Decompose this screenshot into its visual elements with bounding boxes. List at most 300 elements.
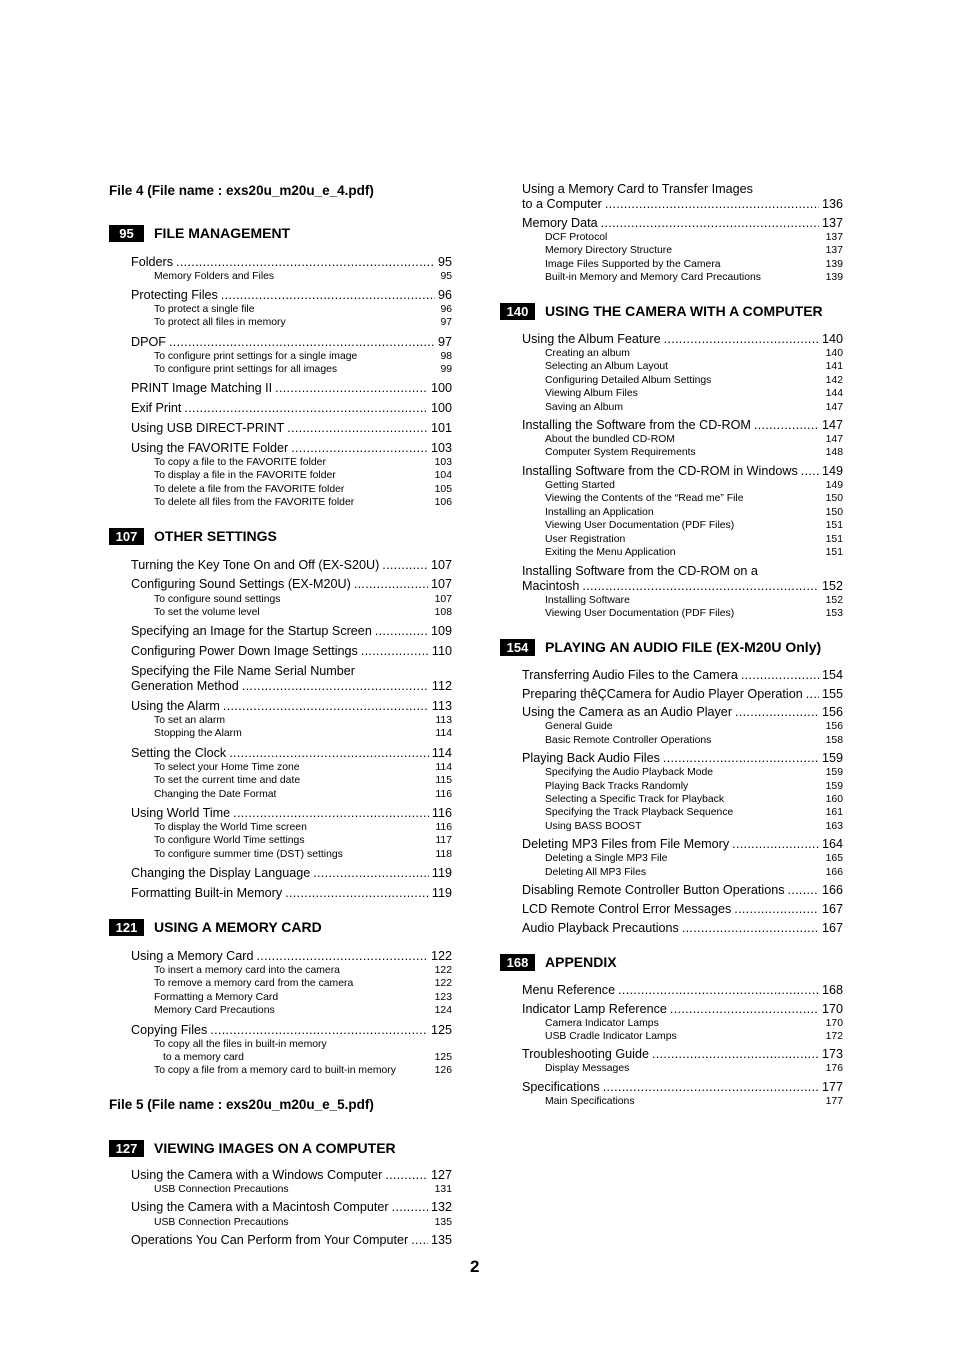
toc-subentry[interactable] [545, 480, 843, 493]
entry-page: 110 [431, 644, 452, 658]
section-heading [109, 919, 454, 938]
entry-page: 167 [821, 902, 843, 916]
entry-page: 125 [430, 1023, 452, 1037]
entry-title: To configure print settings for all images [154, 364, 338, 375]
file-heading: File 5 (File name : exs20u_m20u_e_5.pdf) [109, 1097, 374, 1112]
toc-entry[interactable] [522, 983, 843, 999]
toc-subentry[interactable] [545, 259, 843, 272]
toc-subentry[interactable] [545, 388, 843, 401]
entry-title: Configuring Power Down Image Settings [131, 644, 358, 658]
toc-subentry[interactable] [545, 361, 843, 374]
toc-subentry[interactable] [154, 497, 452, 510]
toc-entry[interactable] [522, 464, 843, 480]
entry-title: Protecting Files [131, 288, 218, 302]
toc-subentry[interactable] [154, 728, 452, 741]
toc-entry[interactable] [131, 255, 452, 271]
toc-subentry[interactable] [154, 470, 452, 483]
entry-page: 140 [825, 348, 843, 359]
entry-page: 158 [825, 735, 843, 746]
entry-title: Deleting a Single MP3 File [545, 853, 668, 864]
toc-subentry[interactable] [545, 434, 843, 447]
toc-subentry[interactable] [545, 493, 843, 506]
entry-title: Selecting an Album Layout [545, 361, 669, 372]
toc-entry[interactable] [522, 837, 843, 853]
entry-page: 137 [825, 232, 843, 243]
toc-entry[interactable] [131, 746, 452, 762]
toc-entry[interactable] [131, 886, 452, 902]
entry-page: 135 [430, 1233, 452, 1247]
toc-subentry[interactable] [545, 272, 843, 285]
entry-title: Using a Memory Card [131, 949, 254, 963]
entry-title: Installing an Application [545, 507, 654, 518]
entry-page: 159 [821, 751, 843, 765]
entry-page: 104 [434, 470, 452, 481]
entry-title: Setting the Clock [131, 746, 227, 760]
section-heading [500, 303, 845, 322]
entry-title: To configure summer time (DST) settings [154, 849, 343, 860]
section-title: APPENDIX [545, 954, 617, 970]
toc-entry[interactable] [131, 1168, 452, 1184]
entry-page: 170 [821, 1002, 843, 1016]
entry-page: 113 [435, 715, 452, 726]
entry-title: Configuring Detailed Album Settings [545, 375, 712, 386]
entry-title: Viewing the Contents of the “Read me” File [545, 493, 744, 504]
entry-title: DCF Protocol [545, 232, 608, 243]
file-heading: File 4 (File name : exs20u_m20u_e_4.pdf) [109, 183, 374, 198]
entry-title: Folders [131, 255, 173, 269]
entry-title: To display a file in the FAVORITE folder [154, 470, 336, 481]
entry-page: 97 [440, 317, 452, 328]
entry-title: Using the Camera as an Audio Player [522, 705, 733, 719]
entry-page: 118 [435, 849, 452, 860]
toc-subentry[interactable] [154, 271, 452, 284]
entry-title: Deleting MP3 Files from File Memory [522, 837, 730, 851]
toc-subentry[interactable] [154, 789, 452, 802]
entry-page: 96 [440, 304, 452, 315]
entry-title: Copying Files [131, 1023, 208, 1037]
entry-title: Memory Folders and Files [154, 271, 275, 282]
entry-page: 117 [435, 835, 452, 846]
entry-page: 159 [825, 767, 843, 778]
entry-title: Macintosh [522, 579, 580, 593]
toc-entry[interactable] [131, 644, 452, 660]
entry-page: 119 [431, 866, 452, 880]
entry-page: 156 [825, 721, 843, 732]
page-number: 2 [470, 1257, 480, 1276]
entry-page: 122 [430, 949, 452, 963]
entry-title: To set the volume level [154, 607, 260, 618]
section-title: OTHER SETTINGS [154, 528, 277, 544]
entry-title: Specifying an Image for the Startup Screen [131, 624, 372, 638]
entry-title: Changing the Date Format [154, 789, 277, 800]
entry-title: Exif Print [131, 401, 182, 415]
section-title: USING A MEMORY CARD [154, 919, 322, 935]
toc-subentry[interactable] [545, 520, 843, 533]
entry-page: 95 [437, 255, 452, 269]
entry-title: USB Connection Precautions [154, 1217, 289, 1228]
entry-page: 155 [821, 687, 843, 701]
toc-subentry[interactable] [545, 721, 843, 734]
entry-page: 151 [825, 547, 843, 558]
entry-page: 116 [435, 789, 452, 800]
entry-page: 151 [825, 534, 843, 545]
entry-page: 152 [821, 579, 843, 593]
entry-title: Indicator Lamp Reference [522, 1002, 667, 1016]
entry-page: 98 [440, 351, 452, 362]
toc-subentry[interactable] [154, 607, 452, 620]
entry-title: To insert a memory card into the camera [154, 965, 340, 976]
toc-subentry[interactable] [545, 794, 843, 807]
entry-title: To display the World Time screen [154, 822, 307, 833]
toc-subentry[interactable] [154, 364, 452, 377]
entry-page: 114 [431, 746, 452, 760]
entry-page: 116 [435, 822, 452, 833]
entry-title: Using the FAVORITE Folder [131, 441, 289, 455]
entry-title: To configure sound settings [154, 594, 281, 605]
entry-page: 97 [437, 335, 452, 349]
entry-title: To copy all the files in built-in memory [154, 1039, 327, 1050]
section-title: VIEWING IMAGES ON A COMPUTER [154, 1140, 396, 1156]
entry-page: 113 [431, 699, 452, 713]
entry-page: 165 [825, 853, 843, 864]
toc-subentry[interactable] [163, 1052, 452, 1065]
entry-page: 107 [430, 558, 452, 572]
toc-entry[interactable] [522, 751, 843, 767]
toc-subentry[interactable] [154, 484, 452, 497]
toc-entry[interactable] [131, 866, 452, 882]
entry-title: Viewing User Documentation (PDF Files) [545, 520, 735, 531]
toc-subentry[interactable] [545, 402, 843, 415]
entry-title: Using World Time [131, 806, 231, 820]
entry-title: Generation Method [131, 679, 239, 693]
entry-title: Using the Camera with a Windows Computer [131, 1168, 383, 1182]
entry-title: To copy a file to the FAVORITE folder [154, 457, 326, 468]
entry-page: 114 [435, 762, 452, 773]
entry-title: About the bundled CD-ROM [545, 434, 675, 445]
entry-title: Using USB DIRECT-PRINT [131, 421, 285, 435]
toc-subentry[interactable] [545, 608, 843, 621]
toc-subentry[interactable] [154, 965, 452, 978]
entry-page: 105 [434, 484, 452, 495]
entry-title: LCD Remote Control Error Messages [522, 902, 732, 916]
toc-subentry[interactable] [154, 304, 452, 317]
toc-subentry[interactable] [154, 992, 452, 1005]
entry-title: Formatting a Memory Card [154, 992, 279, 1003]
entry-title: to a memory card [163, 1052, 244, 1063]
entry-title: Specifications [522, 1080, 600, 1094]
toc-entry[interactable] [522, 1080, 843, 1096]
entry-title: Specifying the Track Playback Sequence [545, 807, 734, 818]
toc-entry[interactable] [522, 668, 843, 684]
entry-page: 137 [821, 216, 843, 230]
entry-title: Deleting All MP3 Files [545, 867, 647, 878]
entry-page: 103 [434, 457, 452, 468]
entry-page: 122 [434, 978, 452, 989]
toc-subentry[interactable] [154, 775, 452, 788]
toc-entry[interactable] [131, 679, 452, 695]
toc-subentry[interactable] [545, 507, 843, 520]
entry-page: 173 [821, 1047, 843, 1061]
toc-entry[interactable] [131, 381, 452, 397]
toc-subentry[interactable] [545, 348, 843, 361]
entry-page: 150 [825, 493, 843, 504]
entry-title: To set the current time and date [154, 775, 301, 786]
entry-title: Specifying the Audio Playback Mode [545, 767, 714, 778]
toc-subentry[interactable] [545, 375, 843, 388]
toc-entry[interactable] [131, 558, 452, 574]
entry-title: Specifying the File Name Serial Number [131, 664, 355, 678]
toc-subentry[interactable] [545, 595, 843, 608]
toc-subentry[interactable] [154, 457, 452, 470]
toc-entry[interactable] [131, 401, 452, 417]
toc-subentry[interactable] [545, 534, 843, 547]
entry-page: 159 [825, 781, 843, 792]
entry-page: 106 [434, 497, 452, 508]
entry-page: 123 [434, 992, 452, 1003]
toc-entry[interactable] [131, 806, 452, 822]
entry-title: Viewing User Documentation (PDF Files) [545, 608, 735, 619]
toc-subentry[interactable] [545, 232, 843, 245]
toc-subentry-line[interactable] [154, 1039, 452, 1052]
entry-title: Formatting Built-in Memory [131, 886, 283, 900]
section-page-number: 127 [109, 1140, 144, 1157]
entry-page: 153 [825, 608, 843, 619]
entry-title: Display Messages [545, 1063, 630, 1074]
toc-entry-line[interactable] [522, 564, 843, 580]
entry-page: 125 [434, 1052, 452, 1063]
entry-title: To remove a memory card from the camera [154, 978, 354, 989]
section-heading [500, 954, 845, 973]
toc-entry[interactable] [131, 699, 452, 715]
entry-page: 116 [431, 806, 452, 820]
toc-entry[interactable] [131, 1200, 452, 1216]
toc-entry[interactable] [131, 335, 452, 351]
toc-entry[interactable] [522, 418, 843, 434]
entry-page: 96 [437, 288, 452, 302]
entry-page: 137 [825, 245, 843, 256]
entry-title: Viewing Album Files [545, 388, 638, 399]
entry-page: 135 [434, 1217, 452, 1228]
entry-title: Saving an Album [545, 402, 623, 413]
toc-entry[interactable] [522, 332, 843, 348]
entry-page: 150 [825, 507, 843, 518]
toc-subentry[interactable] [545, 447, 843, 460]
entry-page: 101 [430, 421, 452, 435]
entry-title: Preparing thêÇCamera for Audio Player Operation [522, 687, 803, 701]
toc-subentry[interactable] [545, 1096, 843, 1109]
toc-entry[interactable] [522, 216, 843, 232]
section-page-number: 95 [109, 225, 144, 242]
toc-entry[interactable] [131, 949, 452, 965]
entry-title: General Guide [545, 721, 613, 732]
toc-entry[interactable] [522, 197, 843, 213]
toc-entry[interactable] [131, 421, 452, 437]
entry-title: Camera Indicator Lamps [545, 1018, 659, 1029]
toc-subentry[interactable] [154, 822, 452, 835]
entry-title: Selecting a Specific Track for Playback [545, 794, 725, 805]
entry-title: To copy a file from a memory card to built-in memory [154, 1065, 396, 1076]
toc-subentry[interactable] [154, 1065, 452, 1078]
toc-subentry[interactable] [545, 245, 843, 258]
toc-subentry[interactable] [545, 767, 843, 780]
toc-subentry[interactable] [545, 1018, 843, 1031]
entry-title: Exiting the Menu Application [545, 547, 676, 558]
entry-page: 139 [825, 259, 843, 270]
entry-title: Computer System Requirements [545, 447, 696, 458]
entry-title: Troubleshooting Guide [522, 1047, 649, 1061]
toc-subentry[interactable] [545, 867, 843, 880]
entry-page: 140 [821, 332, 843, 346]
entry-page: 139 [825, 272, 843, 283]
entry-title: To protect a single file [154, 304, 255, 315]
entry-page: 152 [825, 595, 843, 606]
entry-page: 177 [825, 1096, 843, 1107]
toc-subentry[interactable] [545, 821, 843, 834]
toc-subentry[interactable] [154, 1184, 452, 1197]
entry-page: 170 [825, 1018, 843, 1029]
entry-title: Main Specifications [545, 1096, 635, 1107]
entry-page: 142 [825, 375, 843, 386]
entry-title: Disabling Remote Controller Button Operations [522, 883, 785, 897]
toc-entry[interactable] [522, 902, 843, 918]
entry-title: DPOF [131, 335, 166, 349]
toc-subentry[interactable] [154, 849, 452, 862]
toc-entry[interactable] [522, 1002, 843, 1018]
entry-page: 100 [430, 381, 452, 395]
entry-title: Using the Alarm [131, 699, 220, 713]
entry-page: 166 [821, 883, 843, 897]
entry-title: USB Connection Precautions [154, 1184, 289, 1195]
toc-entry[interactable] [131, 288, 452, 304]
entry-title: To protect all files in memory [154, 317, 286, 328]
entry-page: 95 [440, 271, 452, 282]
entry-page: 131 [434, 1184, 452, 1195]
entry-title: Using BASS BOOST [545, 821, 642, 832]
entry-title: Menu Reference [522, 983, 616, 997]
toc-subentry[interactable] [545, 547, 843, 560]
entry-page: 167 [821, 921, 843, 935]
entry-page: 147 [821, 418, 843, 432]
entry-page: 148 [825, 447, 843, 458]
entry-title: Creating an album [545, 348, 630, 359]
entry-title: Installing Software from the CD-ROM in Windows [522, 464, 798, 478]
entry-title: To configure print settings for a single image [154, 351, 358, 362]
toc-entry[interactable] [522, 705, 843, 721]
toc-subentry[interactable] [154, 594, 452, 607]
toc-entry[interactable] [522, 579, 843, 595]
toc-subentry[interactable] [154, 317, 452, 330]
entry-page: 103 [430, 441, 452, 455]
section-page-number: 140 [500, 303, 535, 320]
entry-title: To delete all files from the FAVORITE folder [154, 497, 355, 508]
entry-page: 166 [825, 867, 843, 878]
entry-title: Image Files Supported by the Camera [545, 259, 721, 270]
toc-entry[interactable] [131, 1233, 452, 1249]
toc-entry[interactable] [131, 624, 452, 640]
entry-page: 114 [435, 728, 452, 739]
entry-title: Using the Camera with a Macintosh Computer [131, 1200, 389, 1214]
section-heading [109, 225, 454, 244]
entry-page: 164 [821, 837, 843, 851]
entry-title: Installing Software [545, 595, 630, 606]
toc-subentry[interactable] [545, 1063, 843, 1076]
entry-page: 99 [440, 364, 452, 375]
entry-title: to a Computer [522, 197, 602, 211]
toc-subentry[interactable] [545, 735, 843, 748]
toc-entry[interactable] [131, 441, 452, 457]
entry-page: 147 [825, 434, 843, 445]
toc-entry[interactable] [131, 1023, 452, 1039]
entry-title: To select your Home Time zone [154, 762, 300, 773]
entry-title: Operations You Can Perform from Your Computer [131, 1233, 409, 1247]
entry-title: Memory Directory Structure [545, 245, 673, 256]
toc-subentry[interactable] [154, 715, 452, 728]
toc-subentry[interactable] [154, 1217, 452, 1230]
toc-subentry[interactable] [154, 978, 452, 991]
entry-title: Stopping the Alarm [154, 728, 242, 739]
section-heading [109, 1140, 454, 1159]
entry-page: 163 [825, 821, 843, 832]
toc-entry[interactable] [522, 921, 843, 937]
entry-title: To configure World Time settings [154, 835, 305, 846]
entry-title: Installing Software from the CD-ROM on a [522, 564, 758, 578]
entry-page: 144 [825, 388, 843, 399]
entry-title: Memory Data [522, 216, 598, 230]
toc-subentry[interactable] [154, 835, 452, 848]
entry-title: USB Cradle Indicator Lamps [545, 1031, 677, 1042]
entry-page: 156 [821, 705, 843, 719]
entry-page: 115 [435, 775, 452, 786]
toc-subentry[interactable] [545, 807, 843, 820]
entry-page: 132 [430, 1200, 452, 1214]
toc-entry-line[interactable] [522, 182, 843, 198]
toc-subentry[interactable] [545, 1031, 843, 1044]
entry-title: Audio Playback Precautions [522, 921, 679, 935]
section-title: USING THE CAMERA WITH A COMPUTER [545, 303, 823, 319]
toc-entry[interactable] [131, 577, 452, 593]
entry-title: Changing the Display Language [131, 866, 311, 880]
toc-entry[interactable] [522, 1047, 843, 1063]
entry-page: 109 [430, 624, 452, 638]
section-page-number: 168 [500, 954, 535, 971]
entry-page: 161 [825, 807, 843, 818]
entry-title: Built-in Memory and Memory Card Precautions [545, 272, 761, 283]
toc-entry[interactable] [522, 687, 843, 703]
entry-page: 149 [825, 480, 843, 491]
toc-entry[interactable] [522, 883, 843, 899]
section-title: PLAYING AN AUDIO FILE (EX-M20U Only) [545, 639, 822, 655]
section-heading [109, 528, 454, 547]
entry-page: 100 [430, 401, 452, 415]
entry-title: Playing Back Tracks Randomly [545, 781, 689, 792]
section-heading [500, 639, 845, 658]
entry-title: Configuring Sound Settings (EX-M20U) [131, 577, 351, 591]
entry-title: PRINT Image Matching II [131, 381, 273, 395]
toc-subentry[interactable] [154, 1005, 452, 1018]
entry-title: Using the Album Feature [522, 332, 661, 346]
toc-entry-line[interactable] [131, 664, 452, 680]
entry-title: Playing Back Audio Files [522, 751, 660, 765]
toc-subentry[interactable] [154, 762, 452, 775]
entry-title: Transferring Audio Files to the Camera [522, 668, 738, 682]
toc-subentry[interactable] [545, 853, 843, 866]
entry-title: Getting Started [545, 480, 615, 491]
entry-page: 154 [821, 668, 843, 682]
entry-title: To set an alarm [154, 715, 226, 726]
toc-subentry[interactable] [154, 351, 452, 364]
toc-subentry[interactable] [545, 781, 843, 794]
entry-page: 177 [821, 1080, 843, 1094]
